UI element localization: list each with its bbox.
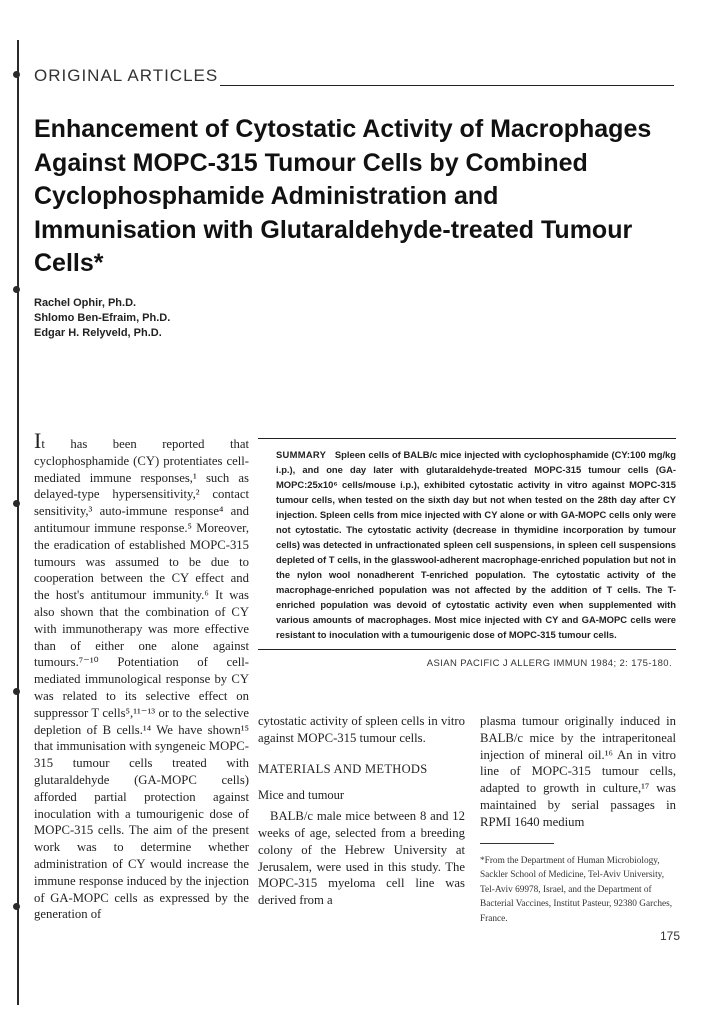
binding-mark xyxy=(13,688,20,695)
summary-rule xyxy=(258,649,676,650)
binding-mark xyxy=(13,500,20,507)
binding-mark xyxy=(13,286,20,293)
section-label: ORIGINAL ARTICLES xyxy=(34,66,219,85)
summary-paragraph xyxy=(276,447,676,642)
affiliation-footnote: *From the Department of Human Microbiology, Sackler School of Medicine, Tel-Aviv University, Tel-Aviv 69978, Israel, and the Department of Bacterial Vaccines, Institut Pasteur, 92380 Garches, France. xyxy=(480,855,673,924)
intro-continuation: cytostatic activity of spleen cells in vitro against MOPC-315 tumour cells. xyxy=(258,714,465,745)
article-title: Enhancement of Cytostatic Activity of Macrophages Against MOPC-315 Tumour Cells by Combined Cyclophosphamide Administration and Immunisation with Glutaraldehyde-treated Tumour Cells* xyxy=(34,115,652,277)
mice-paragraph: BALB/c male mice between 8 and 12 weeks of age, selected from a breeding colony of the Hebrew University at Jerusalem, were used in this study. The MOPC-315 myeloma cell line was derived from a xyxy=(258,809,465,908)
author: Rachel Ophir, Ph.D. xyxy=(34,297,137,309)
author: Edgar H. Relyveld, Ph.D. xyxy=(34,327,162,339)
footnote-rule xyxy=(480,843,554,844)
binding-mark xyxy=(13,71,20,78)
tumour-paragraph: plasma tumour originally induced in BALB/c mice by the intraperitoneal injection of mineral oil.¹⁶ An in vitro line of MOPC-315 tumour cells, adapted to growth in culture,¹⁷ was maintained by serial passages in RPMI 1640 medium xyxy=(480,714,676,829)
drop-cap: I xyxy=(34,428,42,453)
body-column-3 xyxy=(480,713,676,926)
author: Shlomo Ben-Efraim, Ph.D. xyxy=(34,312,171,324)
summary-rule xyxy=(258,438,676,439)
intro-text: t has been reported that cyclophosphamide (CY) protentiates cell-mediated immune responses,¹ such as delayed-type hypersensitivity,² contact sensitivity,³ auto-immune response⁴ and antitumour immune response.⁵ Moreover, the eradication of established MOPC-315 tumours was assumed to be due to cooperation between the CY effect and the host's antitumour immunity.⁶ It was also shown that the combination of CY with immunotherapy was more effective than of either one alone against tumours.⁷⁻¹⁰ Potentiation of cell-mediated immunological response by CY was related to its selective effect on suppressor T cells⁵,¹¹⁻¹³ or to the selective depletion of B cells.¹⁴ We have shown¹⁵ that immunisation with syngeneic MOPC-315 tumour cells treated with glutaraldehyde (GA-MOPC cells) afforded partial protection against inoculation with a tumourigenic dose of MOPC-315 cells. The aim of the present work was to determine whether administration of CY would increase the immune response induced by the injection of GA-MOPC cells as expressed by the generation of xyxy=(34,437,249,922)
summary-box xyxy=(258,438,676,669)
intro-paragraph xyxy=(34,428,249,923)
mice-heading: Mice and tumour xyxy=(258,788,345,803)
body-column-1 xyxy=(34,428,249,923)
section-header xyxy=(34,62,674,92)
binding-line xyxy=(17,40,19,1005)
journal-citation: ASIAN PACIFIC J ALLERG IMMUN 1984; 2: 175-180. xyxy=(426,658,672,669)
page-number: 175 xyxy=(660,929,681,943)
body-column-2 xyxy=(258,713,465,909)
summary-text: Spleen cells of BALB/c mice injected with cyclophosphamide (CY:100 mg/kg i.p.), and one day later with glutaraldehyde-treated MOPC-315 tumour cells (GA-MOPC:25x10⁶ cells/mouse i.p.), exhibited cytostatic activity in vitro against MOPC-315 tumour cells, when tested on the sixth day but not when tested on the 28th day after CY injection. Spleen cells from mice injected with CY alone or with GA-MOPC cells only were not cytostatic. The cytostatic activity (decrease in thymidine incorporation by tumour cells) was detected in unfractionated spleen cell suspensions, in spleen cell suspensions depleted of T cells, in the glasswool-adherent macrophage-enriched population but not in the nylon wool nonadherent T-enriched population. The cytostatic activity of the macrophage-enriched population was not affected by the addition of T cells. The T-enriched population was devoid of cytostatic activity even when supplemented with various amounts of macrophages. Most mice injected with CY and GA-MOPC cells were resistant to inoculation with a tumourigenic dose of MOPC-315 tumour cells. xyxy=(276,449,677,640)
methods-heading: MATERIALS AND METHODS xyxy=(258,761,428,776)
section-rule xyxy=(220,85,674,86)
author-list xyxy=(34,296,170,341)
binding-mark xyxy=(13,903,20,910)
summary-heading: SUMMARY xyxy=(276,449,327,460)
